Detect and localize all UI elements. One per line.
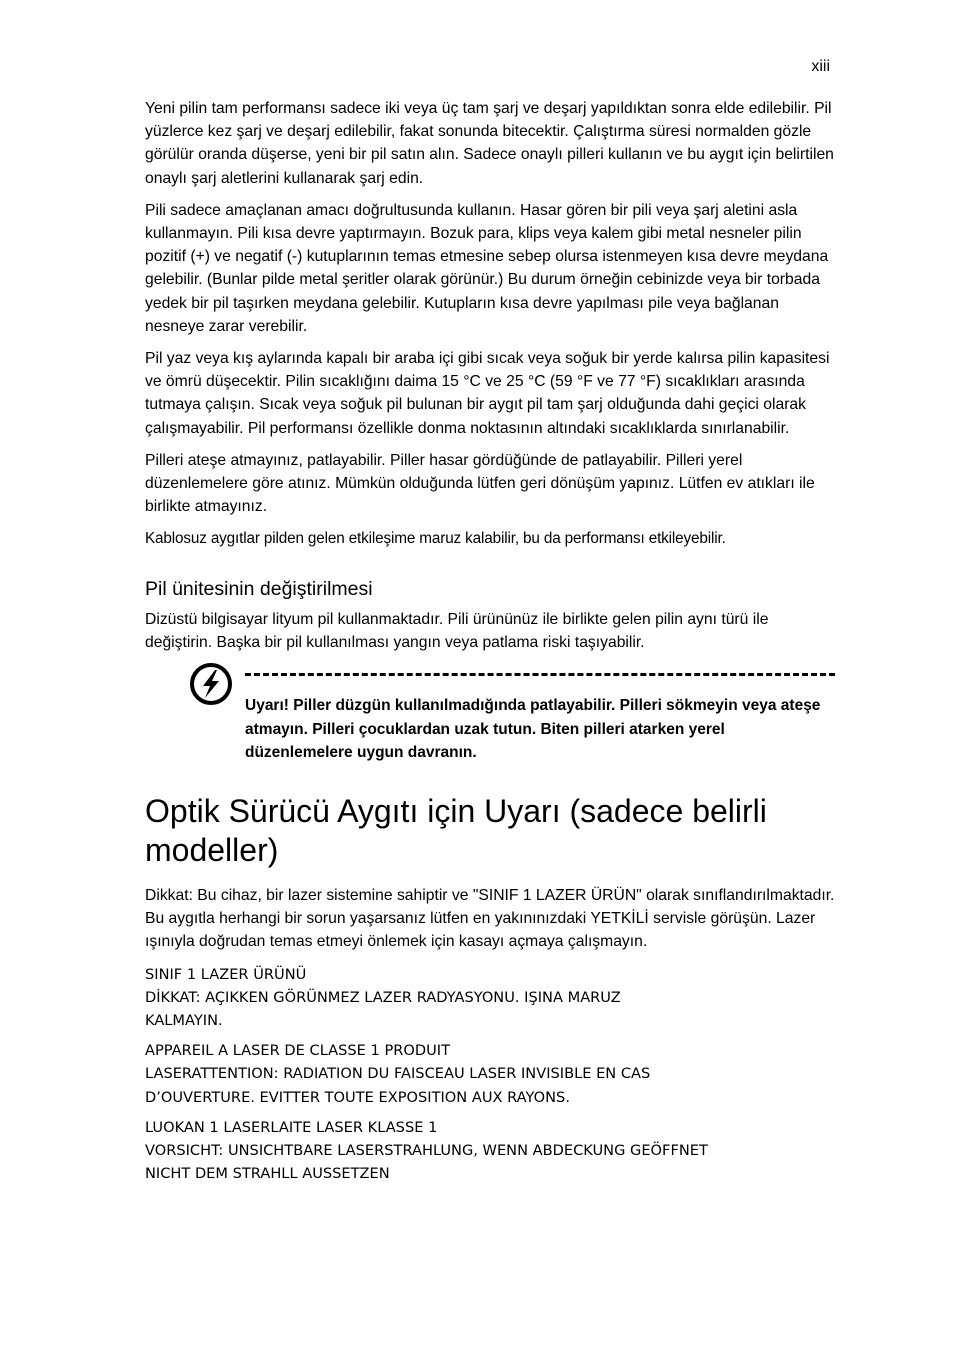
laser-notice-line: APPAREIL A LASER DE CLASSE 1 PRODUIT	[145, 1042, 451, 1060]
paragraph-battery-temperature: Pil yaz veya kış aylarında kapalı bir araba içi gibi sıcak veya soğuk bir yerde kalırsa pilin kapasitesi ve ömrü düşecektir. Pilin sıcaklığını daima 15 °C ve 25 °C (59 °F ve 77 °F) sıcaklıkları arasında tutmaya çalışın. Sıcak veya soğuk pil bulunan bir aygıt pil tam şarj olduğunda dahi geçici olarak çalışmayabilir. Pil performansı özellikle donma noktasının altındaki sıcaklıklarda sınırlanabilir.	[145, 350, 830, 437]
laser-notice-line: KALMAYIN.	[145, 1012, 223, 1030]
warning-box	[145, 666, 835, 772]
laser-notice-line: LASERATTENTION: RADIATION DU FAISCEAU LASER INVISIBLE EN CAS	[145, 1065, 651, 1083]
paragraph-battery-usage: Pili sadece amaçlanan amacı doğrultusunda kullanın. Hasar gören bir pili veya şarj aletini asla kullanmayın. Pili kısa devre yaptırmayın. Bozuk para, klips veya kalem gibi metal nesneler pilin pozitif (+) ve negatif (-) kutuplarının temas etmesine sebep olursa istenmeyen kısa devre meydana gelebilir. (Bunlar pilde metal şeritler olarak görünür.) Bu durum örneğin cebinizde veya bir torbada yedek bir pil taşırken meydana gelebilir. Kutupların kısa devre yapılması pile veya bağlanan nesneye zarar verebilir.	[145, 201, 829, 335]
warning-text: Uyarı! Piller düzgün kullanılmadığında patlayabilir. Pilleri sökmeyin veya ateşe atmayın. Pilleri çocuklardan uzak tutun. Biten pilleri atarken yerel düzenlemelere uygun davranın.	[245, 697, 821, 762]
optical-drive-heading: Optik Sürücü Aygıtı için Uyarı (sadece belirli modeller)	[145, 793, 767, 869]
laser-notice-turkish	[145, 963, 835, 1033]
laser-notice-french	[145, 1039, 835, 1109]
laser-notice-line: D’OUVERTURE. EVITTER TOUTE EXPOSITION AUX RAYONS.	[145, 1088, 570, 1106]
laser-notice-line: LUOKAN 1 LASERLAITE LASER KLASSE 1	[145, 1118, 438, 1136]
lightning-warning-icon	[189, 662, 233, 706]
paragraph-wireless-interference: Kablosuz aygıtlar pilden gelen etkileşime maruz kalabilir, bu da performansı etkileyebilir.	[145, 530, 726, 548]
paragraph-battery-disposal: Pilleri ateşe atmayınız, patlayabilir. Piller hasar gördüğünde de patlayabilir. Pilleri yerel düzenlemelere göre atınız. Mümkün olduğunda lütfen geri dönüşüm yapınız. Lütfen ev atıkları ile birlikte atmayınız.	[145, 451, 815, 516]
page-content	[145, 97, 835, 1193]
laser-notice-line: DİKKAT: AÇIKKEN GÖRÜNMEZ LAZER RADYASYONU. IŞINA MARUZ	[145, 988, 621, 1006]
laser-notice-finnish-german	[145, 1116, 835, 1186]
paragraph-laser-caution: Dikkat: Bu cihaz, bir lazer sistemine sahiptir ve "SINIF 1 LAZER ÜRÜN" olarak sınıflandırılmaktadır. Bu aygıtla herhangi bir sorun yaşarsanız lütfen en yakınınızdaki YETKİLİ servisle görüşün. Lazer ışınıyla doğrudan temas etmeyi önlemek için kasayı açmaya çalışmayın.	[145, 887, 835, 951]
battery-replacement-heading: Pil ünitesinin değiştirilmesi	[145, 577, 373, 600]
paragraph-new-battery: Yeni pilin tam performansı sadece iki veya üç tam şarj ve deşarj yapıldıktan sonra elde edilebilir. Pil yüzlerce kez şarj ve deşarj edilebilir, fakat sonunda bitecektir. Çalıştırma süresi normalden gözle görülür oranda düşerse, yeni bir pil satın alın. Sadece onaylı pilleri kullanın ve bu aygıt için belirtilen onaylı şarj aletlerini kullanarak şarj edin.	[145, 100, 834, 187]
laser-notice-line: VORSICHT: UNSICHTBARE LASERSTRAHLUNG, WENN ABDECKUNG GEÖFFNET	[145, 1142, 708, 1160]
warning-divider	[245, 673, 835, 676]
laser-notice-line: NICHT DEM STRAHLL AUSSETZEN	[145, 1165, 390, 1183]
paragraph-battery-replacement: Dizüstü bilgisayar lityum pil kullanmaktadır. Pili ürününüz ile birlikte gelen pilin aynı türü ile değiştirin. Başka bir pil kullanılması yangın veya patlama riski taşıyabilir.	[145, 610, 769, 651]
laser-notice-line: SINIF 1 LAZER ÜRÜNÜ	[145, 965, 307, 983]
page-number: xiii	[811, 58, 830, 75]
